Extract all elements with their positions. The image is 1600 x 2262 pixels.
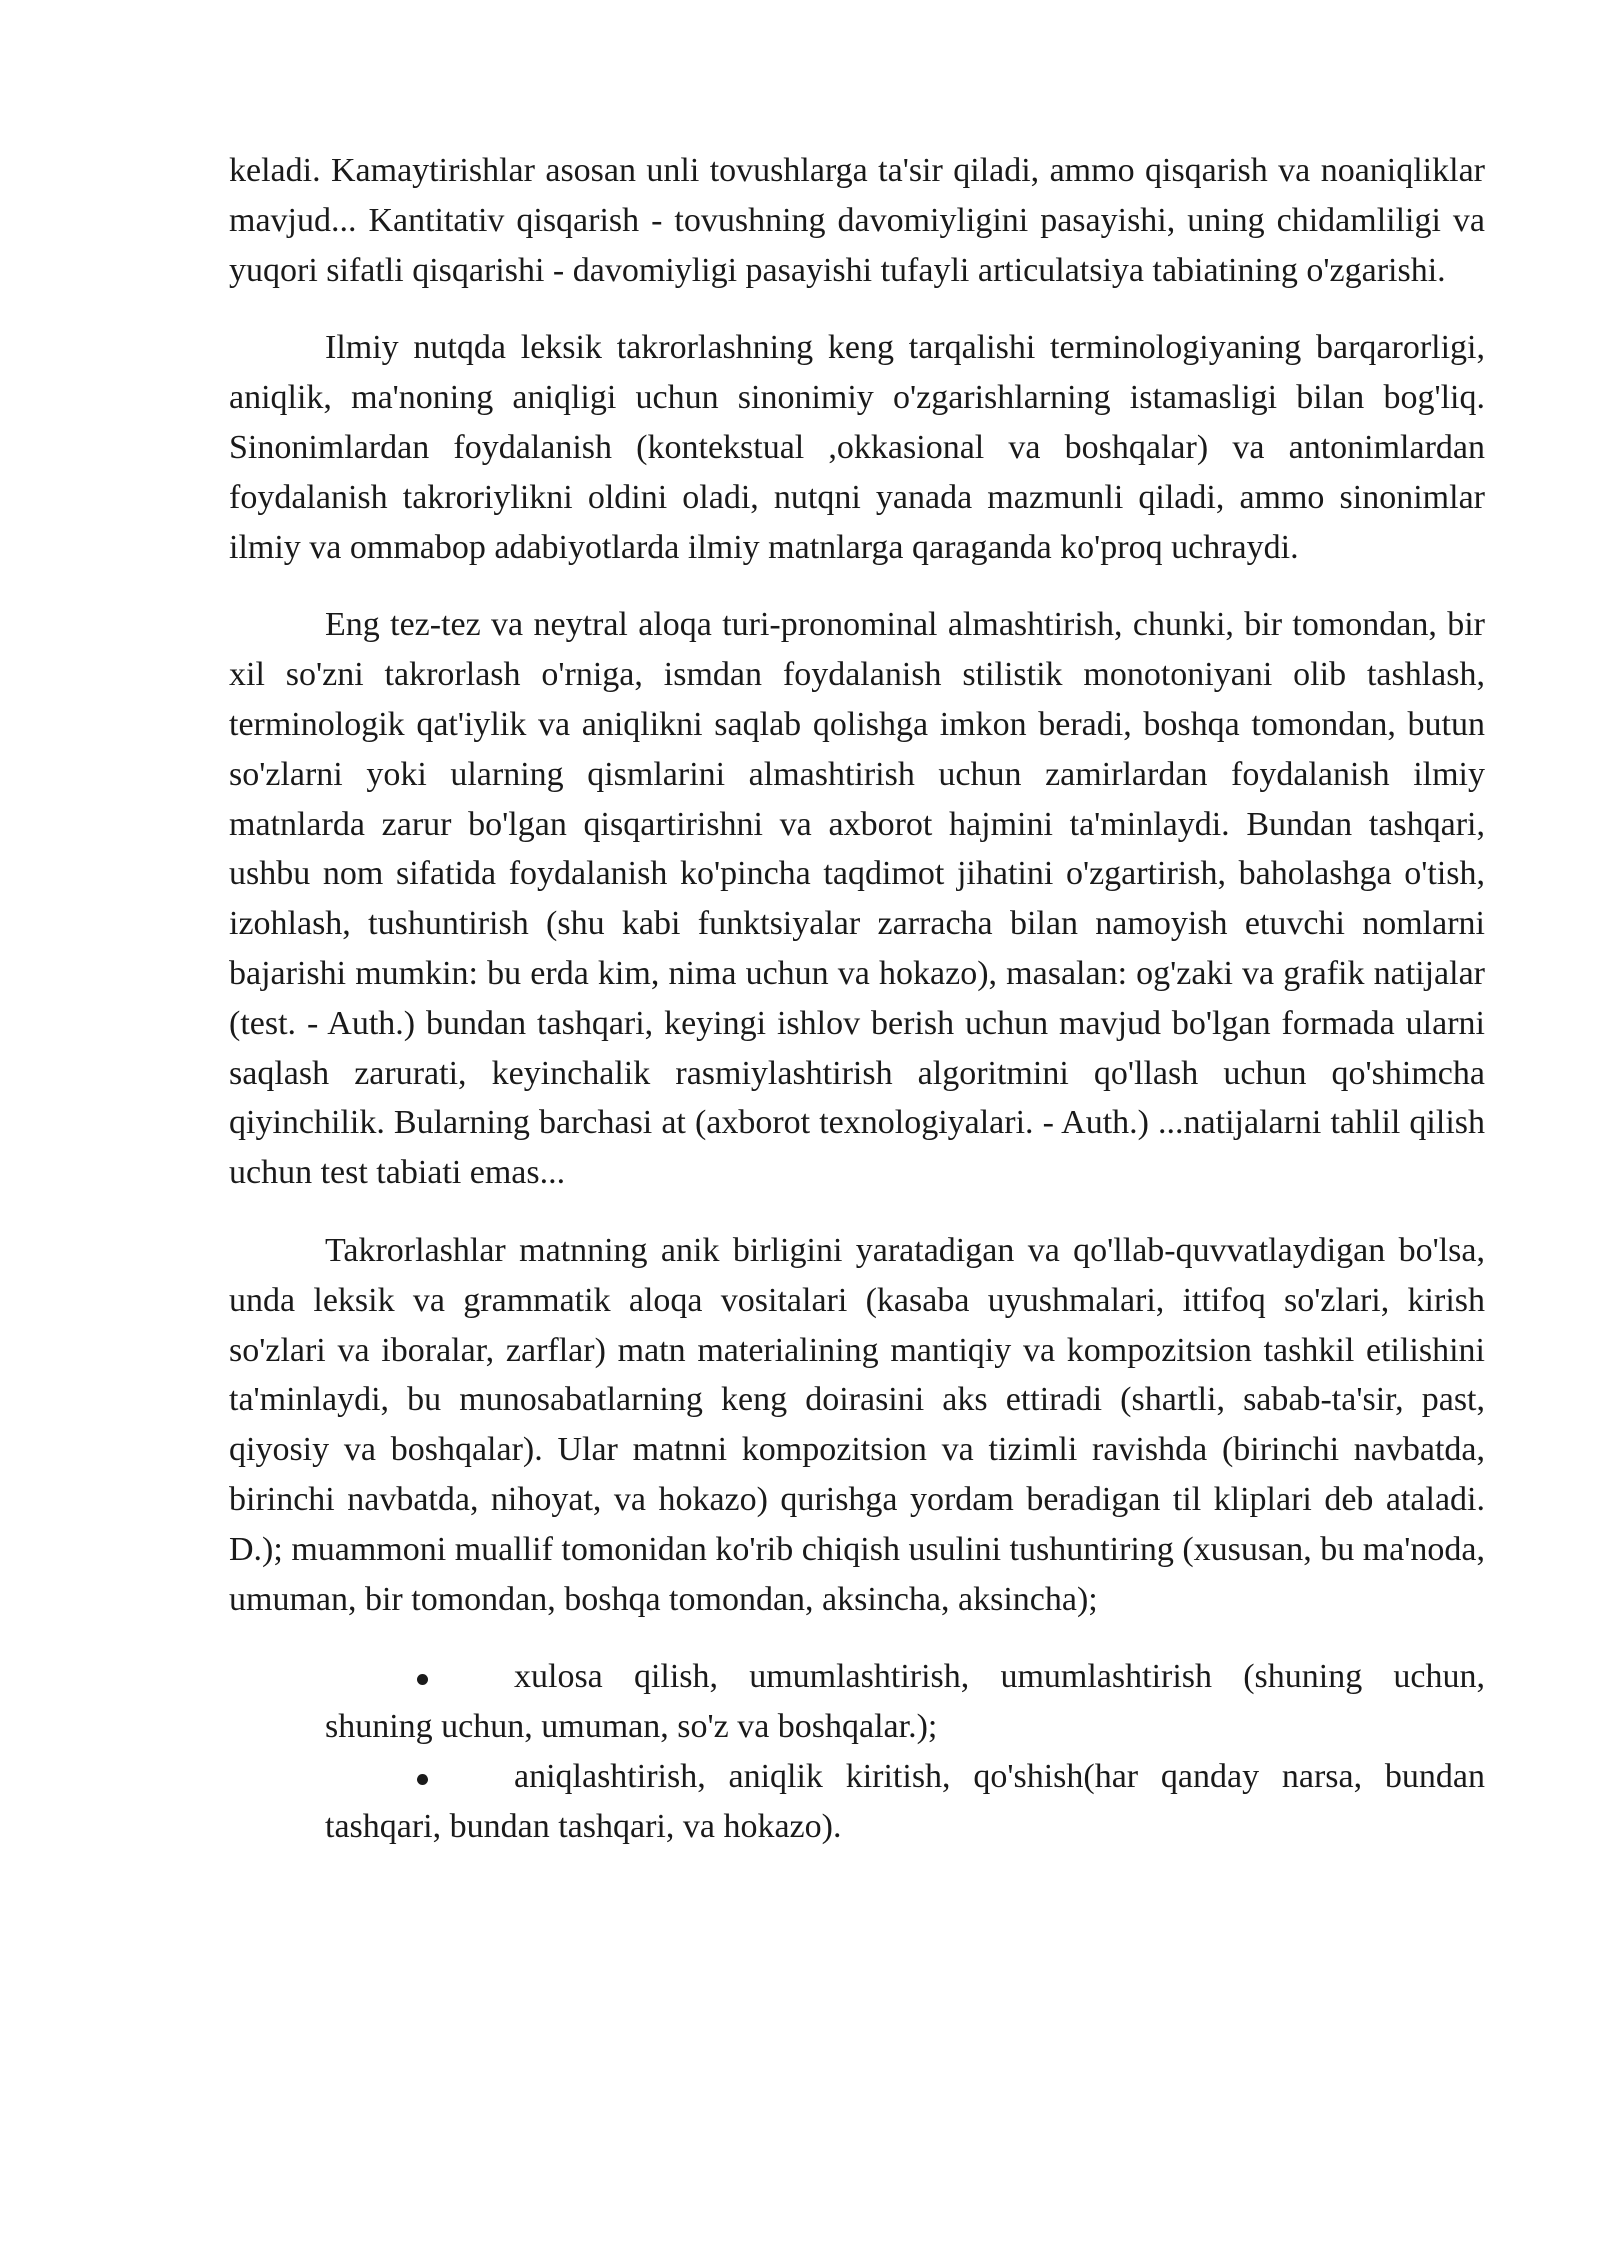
document-page	[229, 146, 1485, 1852]
bullet-icon	[417, 1774, 428, 1785]
paragraph-pronominal-substitution: Eng tez-tez va neytral aloqa turi-pronominal almashtirish, chunki, bir tomondan, bir xil so'zni takrorlash o'rniga, ismdan foydalanish stilistik monotoniyani olib tashlash, terminologik qat'iylik va aniqlikni saqlab qolishga imkon beradi, boshqa tomondan, butun so'zlarni yoki ularning qismlarini almashtirish uchun zamirlardan foydalanish ilmiy matnlarda zarur bo'lgan qisqartirishni va axborot hajmini ta'minlaydi. Bundan tashqari, ushbu nom sifatida foydalanish ko'pincha taqdimot jihatini o'zgartirish, baholashga o'tish, izohlash, tushuntirish (shu kabi funktsiyalar zarracha bilan namoyish etuvchi nomlarni bajarishi mumkin: bu erda kim, nima uchun va hokazo), masalan: og'zaki va grafik natijalar (test. - Auth.) bundan tashqari, keyingi ishlov berish uchun mavjud bo'lgan formada ularni saqlash zarurati, keyinchalik rasmiylashtirish algoritmini qo'llash uchun qo'shimcha qiyinchilik. Bularning barchasi at (axborot texnologiyalari. - Auth.) ...natijalarni tahlil qilish uchun test tabiati emas...	[229, 606, 1485, 1192]
list-item-text: xulosa qilish, umumlashtirish, umumlashtirish (shuning uchun, shuning uchun, umuman, so'z va boshqalar.);	[325, 1658, 1485, 1746]
bullet-icon	[417, 1674, 428, 1685]
bullet-list	[229, 1652, 1485, 1851]
list-item	[325, 1652, 1485, 1752]
paragraph-text-connectives: Takrorlashlar matnning anik birligini yaratadigan va qo'llab-quvvatlaydigan bo'lsa, unda leksik va grammatik aloqa vositalari (kasaba uyushmalari, ittifoq so'zlari, kirish so'zlari va iboralar, zarflar) matn materialining mantiqiy va kompozitsion tashkil etilishini ta'minlaydi, bu munosabatlarning keng doirasini aks ettiradi (shartli, sabab-ta'sir, past, qiyosiy va boshqalar). Ular matnni kompozitsion va tizimli ravishda (birinchi navbatda, birinchi navbatda, nihoyat, va hokazo) qurishga yordam beradigan til kliplari deb ataladi. D.); muammoni muallif tomonidan ko'rib chiqish usulini tushuntiring (xususan, bu ma'noda, umuman, bir tomondan, boshqa tomondan, aksincha, aksincha);	[229, 1231, 1485, 1618]
paragraph-lexical-repetition: Ilmiy nutqda leksik takrorlashning keng tarqalishi terminologiyaning barqarorligi, aniqlik, ma'noning aniqligi uchun sinonimiy o'zgarishlarning istamasligi bilan bog'liq. Sinonimlardan foydalanish (kontekstual ,okkasional va boshqalar) va antonimlardan foydalanish takroriylikni oldini oladi, nutqni yanada mazmunli qiladi, ammo sinonimlar ilmiy va ommabop adabiyotlarda ilmiy matnlarga qaraganda ko'proq uchraydi.	[229, 329, 1485, 566]
list-item	[325, 1752, 1485, 1852]
paragraph-continuation: keladi. Kamaytirishlar asosan unli tovushlarga ta'sir qiladi, ammo qisqarish va noaniqliklar mavjud... Kantitativ qisqarish - tovushning davomiyligini pasayishi, uning chidamliligi va yuqori sifatli qisqarishi - davomiyligi pasayishi tufayli articulatsiya tabiatining o'zgarishi.	[229, 152, 1485, 289]
list-item-text: aniqlashtirish, aniqlik kiritish, qo'shish(har qanday narsa, bundan tashqari, bundan tashqari, va hokazo).	[325, 1757, 1485, 1845]
